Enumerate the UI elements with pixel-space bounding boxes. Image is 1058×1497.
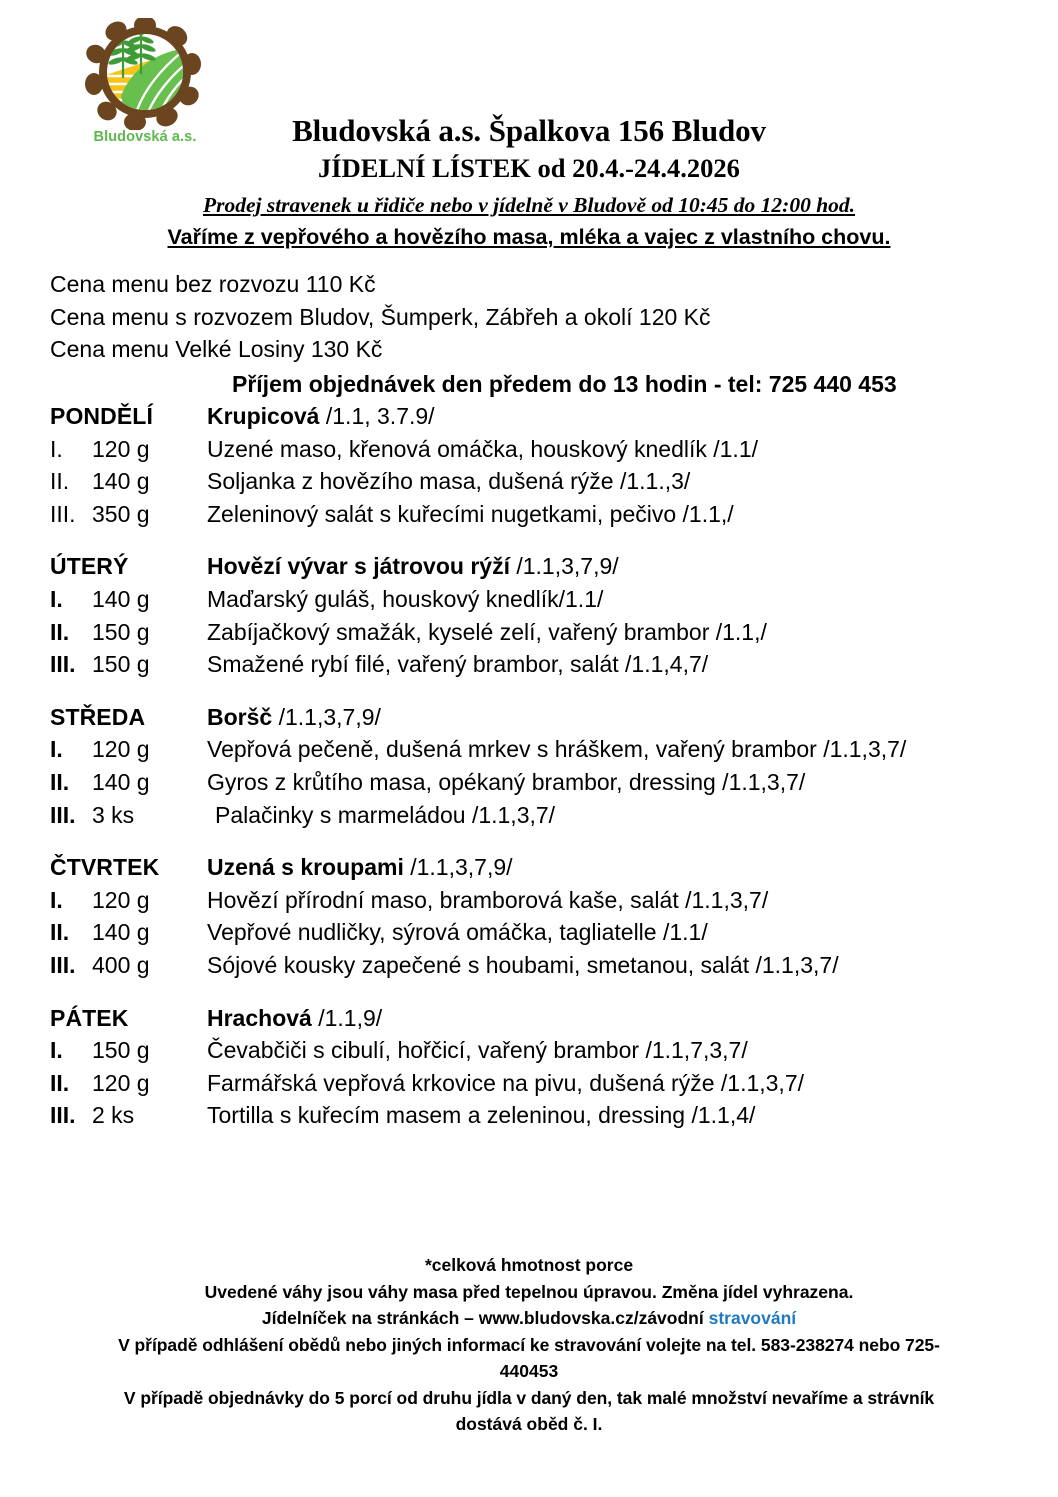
menu-item-row (50, 733, 1040, 766)
item-weight: 3 ks (92, 801, 135, 828)
item-dish: Uzené maso, křenová omáčka, houskový knedlík /1.1/ (207, 435, 759, 462)
orders-phone-line: Příjem objednávek den předem do 13 hodin - tel: 725 440 453 (232, 370, 897, 397)
item-weight: 140 g (92, 468, 150, 495)
item-weight: 140 g (92, 768, 150, 795)
soup-name: Hovězí vývar s játrovou rýží (207, 553, 510, 580)
day-header-row (50, 701, 1040, 734)
footer-website-line (50, 1305, 1008, 1332)
origin-note (0, 224, 1058, 252)
price-velke-losiny: Cena menu Velké Losiny 130 Kč (50, 336, 383, 362)
footer-min-portions-line-2: dostává oběd č. I. (455, 1414, 603, 1434)
item-numeral: I. (50, 886, 63, 913)
footer-cancellation-line: V případě odhlášení obědů nebo jiných informací ke stravování volejte na tel. 583-238274 nebo 725- (118, 1334, 940, 1355)
day-header-row (50, 1002, 1040, 1035)
soup-allergens: /1.1,3,7,9/ (403, 854, 513, 881)
item-dish: Sójové kousky zapečené s houbami, smetanou, salát /1.1,3,7/ (207, 951, 839, 978)
soup-name: Boršč (207, 703, 273, 730)
footer-website-text: Jídelníček na stránkách – www.bludovska.cz/závodní (261, 1308, 709, 1328)
item-weight: 150 g (92, 618, 150, 645)
menu-item-row (50, 498, 1040, 531)
menu-item-row (50, 766, 1040, 799)
soup-allergens: /1.1,9/ (311, 1004, 383, 1031)
item-dish: Smažené rybí filé, vařený brambor, salát /1.1,4,7/ (207, 651, 709, 678)
day-label: PÁTEK (50, 1004, 129, 1031)
menu-period-title: JÍDELNÍ LÍSTEK od 20.4.-24.4.2026 (318, 152, 740, 183)
item-numeral: I. (50, 585, 63, 612)
item-dish: Vepřové nudličky, sýrová omáčka, tagliatelle /1.1/ (207, 919, 708, 946)
day-header-row (50, 550, 1040, 583)
item-dish: Tortilla s kuřecím masem a zeleninou, dressing /1.1,4/ (207, 1102, 756, 1129)
menu-item-row (50, 465, 1040, 498)
item-weight: 120 g (92, 1069, 150, 1096)
item-dish: Vepřová pečeně, dušená mrkev s hráškem, vařený brambor /1.1,3,7/ (207, 736, 907, 763)
item-dish: Čevabčiči s cibulí, hořčicí, vařený brambor /1.1,7,3,7/ (207, 1037, 748, 1064)
soup-name: Hrachová (207, 1004, 312, 1031)
footer-cancellation-phone: 440453 (499, 1361, 559, 1381)
soup-name: Uzená s kroupami (207, 854, 404, 881)
menu-item-row (50, 1034, 1040, 1067)
item-numeral: III. (50, 500, 76, 527)
ticket-sale-note-text: Prodej stravenek u řidiče nebo v jídelně v Bludově od 10:45 do 12:00 hod. (202, 192, 856, 217)
footer-total-weight-note: *celková hmotnost porce (424, 1255, 634, 1275)
day-label: ČTVRTEK (50, 854, 160, 881)
day-block (50, 851, 1040, 981)
day-label: PONDĚLÍ (50, 403, 153, 429)
item-weight: 140 g (92, 919, 150, 946)
item-numeral: III. (50, 801, 76, 828)
item-weight: 140 g (92, 585, 150, 612)
item-weight: 400 g (92, 951, 150, 978)
item-dish: Palačinky s marmeládou /1.1,3,7/ (215, 801, 556, 828)
menu-item-row (50, 1099, 1040, 1132)
menu-item-row (50, 616, 1040, 649)
price-with-delivery: Cena menu s rozvozem Bludov, Šumperk, Zábřeh a okolí 120 Kč (50, 303, 711, 330)
item-numeral: III. (50, 951, 76, 978)
menu-item-row (50, 1067, 1040, 1100)
menu-item-row (50, 799, 1040, 832)
item-dish: Soljanka z hovězího masa, dušená rýže /1.1.,3/ (207, 468, 691, 495)
item-dish: Zabíjačkový smažák, kyselé zelí, vařený brambor /1.1,/ (207, 618, 767, 645)
menu-item-row (50, 949, 1040, 982)
soup-name: Krupicová (207, 403, 320, 429)
company-title: Bludovská a.s. Špalkova 156 Bludov (292, 113, 766, 148)
item-dish: Maďarský guláš, houskový knedlík/1.1/ (207, 585, 604, 612)
item-dish: Farmářská vepřová krkovice na pivu, dušená rýže /1.1,3,7/ (207, 1069, 805, 1096)
document-footer (50, 1252, 1008, 1438)
menu-item-row (50, 583, 1040, 616)
item-weight: 120 g (92, 886, 150, 913)
price-list (50, 268, 1010, 399)
menu-item-row (50, 884, 1040, 917)
item-numeral: II. (50, 768, 70, 795)
day-header-row (50, 851, 1040, 884)
item-numeral: II. (50, 468, 70, 495)
item-weight: 150 g (92, 1037, 150, 1064)
item-numeral: II. (50, 1069, 70, 1096)
item-weight: 150 g (92, 651, 150, 678)
footer-min-portions-line: V případě objednávky do 5 porcí od druhu jídla v daný den, tak malé množství nevaříme a strávník (123, 1387, 935, 1408)
logo-caption: Bludovská a.s. (93, 129, 197, 145)
soup-allergens: /1.1, 3.7.9/ (319, 403, 435, 429)
document-header (0, 112, 1058, 252)
footer-weight-disclaimer: Uvedené váhy jsou váhy masa před tepelnou úpravou. Změna jídel vyhrazena. (204, 1281, 854, 1302)
menu-item-row (50, 648, 1040, 681)
item-numeral: II. (50, 919, 70, 946)
day-block (50, 400, 1040, 530)
soup-allergens: /1.1,3,7,9/ (272, 703, 381, 730)
item-weight: 120 g (92, 435, 150, 462)
item-weight: 350 g (92, 500, 150, 527)
item-numeral: I. (50, 435, 63, 462)
day-block (50, 701, 1040, 831)
weekly-menu (50, 400, 1040, 1132)
item-dish: Hovězí přírodní maso, bramborová kaše, salát /1.1,3,7/ (207, 886, 769, 913)
item-numeral: II. (50, 618, 70, 645)
item-numeral: III. (50, 1102, 76, 1129)
item-weight: 120 g (92, 736, 150, 763)
item-dish: Zeleninový salát s kuřecími nugetkami, pečivo /1.1,/ (207, 500, 734, 527)
day-header-row (50, 400, 1040, 433)
day-block (50, 1002, 1040, 1132)
stravovani-link[interactable]: stravování (708, 1308, 797, 1328)
menu-item-row (50, 916, 1040, 949)
item-dish: Gyros z krůtího masa, opékaný brambor, dressing /1.1,3,7/ (207, 768, 806, 795)
day-block (50, 550, 1040, 680)
origin-note-text: Vaříme z vepřového a hovězího masa, mléka a vajec z vlastního chovu. (167, 224, 891, 249)
item-numeral: III. (50, 651, 76, 678)
day-label: STŘEDA (50, 703, 146, 730)
item-weight: 2 ks (92, 1102, 135, 1129)
price-no-delivery: Cena menu bez rozvozu 110 Kč (50, 271, 376, 297)
item-numeral: I. (50, 1037, 63, 1064)
ticket-sale-note (0, 192, 1058, 220)
menu-item-row (50, 433, 1040, 466)
soup-allergens: /1.1,3,7,9/ (509, 553, 619, 580)
item-numeral: I. (50, 736, 63, 763)
day-label: ÚTERÝ (50, 553, 129, 580)
